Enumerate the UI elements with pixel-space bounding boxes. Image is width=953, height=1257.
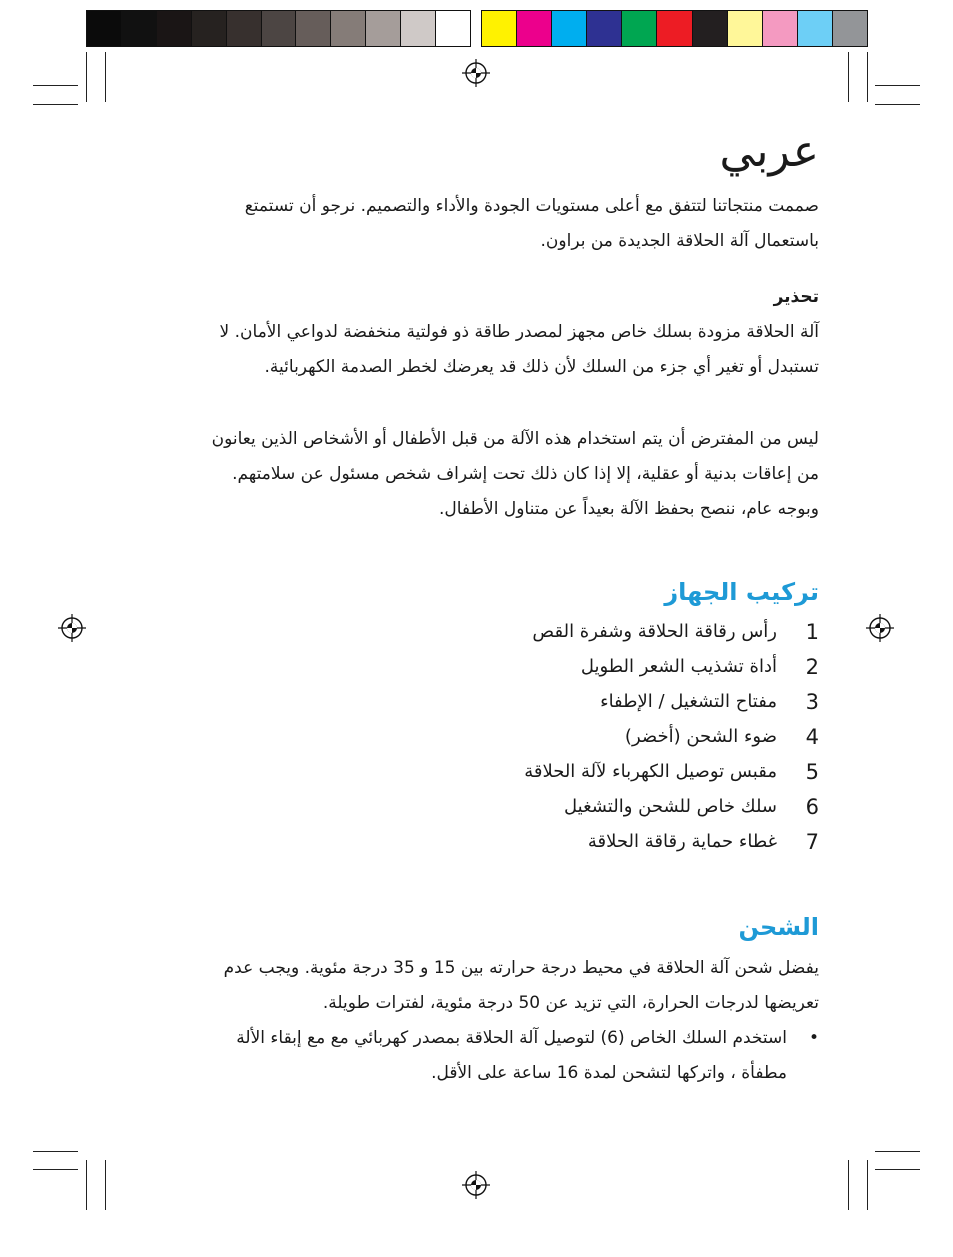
crop-mark	[33, 1151, 78, 1152]
assembly-heading: تركيب الجهاز	[664, 578, 819, 606]
list-item	[419, 789, 819, 824]
part-number: 1	[805, 619, 819, 644]
list-item	[419, 684, 819, 719]
color-swatch	[122, 11, 157, 46]
color-swatch	[296, 11, 331, 46]
children-paragraph	[129, 422, 819, 527]
list-item	[419, 754, 819, 789]
part-number: 4	[805, 724, 819, 749]
grayscale-color-bar	[86, 10, 471, 47]
color-swatch	[87, 11, 122, 46]
part-number: 2	[805, 654, 819, 679]
color-swatch	[798, 11, 833, 46]
part-label: ضوء الشحن (أخضر)	[624, 726, 777, 747]
list-item	[419, 614, 819, 649]
crop-mark	[875, 104, 920, 105]
crop-mark	[86, 52, 87, 102]
color-swatch	[192, 11, 227, 46]
color-swatch	[482, 11, 517, 46]
intro-line: صممت منتجاتنا لتتفق مع أعلى مستويات الجودة والأداء والتصميم. نرجو أن تستمتع	[244, 196, 819, 216]
crop-mark	[33, 1169, 78, 1170]
color-swatch	[436, 11, 470, 46]
warning-line: آلة الحلاقة مزودة بسلك خاص مجهز لمصدر طاقة ذو فولتية منخفضة لدواعي الأمان. لا	[219, 322, 819, 342]
color-swatch	[262, 11, 297, 46]
warning-line: تستبدل أو تغير أي جزء من السلك لأن ذلك قد يعرضك لخطر الصدمة الكهربائية.	[264, 357, 819, 377]
color-swatch	[157, 11, 192, 46]
list-item	[419, 649, 819, 684]
part-number: 5	[805, 759, 819, 784]
color-swatch	[517, 11, 552, 46]
crop-mark	[867, 52, 868, 102]
charging-line: تعريضها لدرجات الحرارة، التي تزيد عن 50 درجة مئوية، لفترات طويلة.	[322, 993, 819, 1013]
registration-mark-icon	[462, 59, 490, 87]
color-swatch	[331, 11, 366, 46]
crop-mark	[848, 1160, 849, 1210]
part-label: مقبس توصيل الكهرباء لآلة الحلاقة	[524, 761, 777, 782]
color-swatch	[622, 11, 657, 46]
part-number: 3	[805, 689, 819, 714]
page-title: عربي	[719, 126, 819, 177]
color-swatch	[657, 11, 692, 46]
process-color-bar	[481, 10, 868, 47]
color-swatch	[693, 11, 728, 46]
crop-mark	[875, 1151, 920, 1152]
part-label: مفتاح التشغيل / الإطفاء	[600, 691, 777, 712]
bullet-line: استخدم السلك الخاص (6) لتوصيل آلة الحلاقة بمصدر كهربائي مع مع إبقاء الألة	[236, 1028, 787, 1048]
crop-mark	[86, 1160, 87, 1210]
color-swatch	[227, 11, 262, 46]
crop-mark	[33, 104, 78, 105]
list-item	[419, 719, 819, 754]
bullet-dot: •	[808, 1028, 819, 1048]
part-label: رأس رقاقة الحلاقة وشفرة القص	[532, 621, 777, 642]
color-swatch	[833, 11, 867, 46]
color-swatch	[366, 11, 401, 46]
crop-mark	[867, 1160, 868, 1210]
bullet-line: مطفأة ، واتركها لتشحن لمدة 16 ساعة على الأقل.	[431, 1063, 787, 1083]
part-number: 7	[805, 829, 819, 854]
color-swatch	[401, 11, 436, 46]
charging-line: يفضل شحن آلة الحلاقة في محيط درجة حرارته بين 15 و 35 درجة مئوية. ويجب عدم	[223, 958, 819, 978]
color-swatch	[728, 11, 763, 46]
crop-mark	[875, 1169, 920, 1170]
warning-section	[129, 280, 819, 385]
crop-mark	[848, 52, 849, 102]
registration-mark-icon	[58, 614, 86, 642]
charging-heading: الشحن	[738, 913, 819, 941]
list-item	[419, 824, 819, 859]
color-swatch	[552, 11, 587, 46]
parts-list	[419, 614, 819, 859]
part-label: أداة تشذيب الشعر الطويل	[580, 656, 777, 677]
part-label: غطاء حماية رقاقة الحلاقة	[587, 831, 777, 852]
charging-paragraph	[129, 951, 819, 1091]
intro-paragraph	[129, 189, 819, 259]
registration-mark-icon	[866, 614, 894, 642]
part-number: 6	[805, 794, 819, 819]
children-line: وبوجه عام، ننصح بحفظ الآلة بعيداً عن متناول الأطفال.	[438, 499, 819, 519]
registration-mark-icon	[462, 1171, 490, 1199]
children-line: من إعاقات بدنية أو عقلية، إلا إذا كان ذلك تحت إشراف شخص مسئول عن سلامتهم.	[232, 464, 819, 484]
children-line: ليس من المفترض أن يتم استخدام هذه الآلة من قبل الأطفال أو الأشخاص الذين يعانون	[211, 429, 819, 449]
part-label: سلك خاص للشحن والتشغيل	[564, 796, 777, 817]
warning-heading: تحذير	[773, 287, 819, 307]
crop-mark	[875, 85, 920, 86]
intro-line: باستعمال آلة الحلاقة الجديدة من براون.	[540, 231, 819, 251]
bullet-item	[129, 1021, 819, 1091]
color-swatch	[587, 11, 622, 46]
crop-mark	[33, 85, 78, 86]
crop-mark	[105, 1160, 106, 1210]
crop-mark	[105, 52, 106, 102]
color-swatch	[763, 11, 798, 46]
